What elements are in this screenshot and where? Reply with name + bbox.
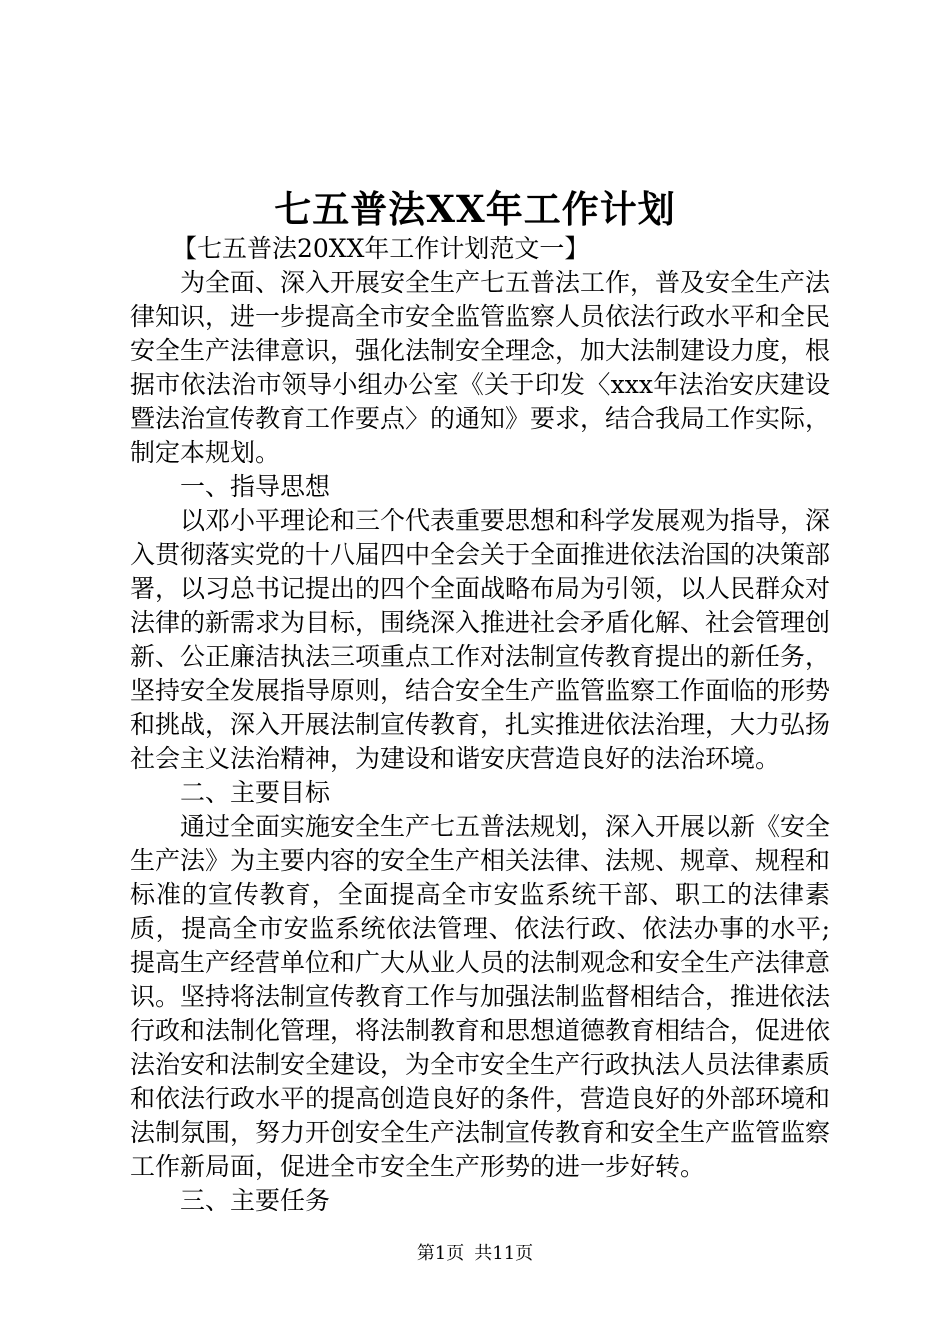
section-tag: 【七五普法20XX年工作计划范文一】 [172, 234, 590, 263]
main-goals-paragraph: 通过全面实施安全生产七五普法规划，深入开展以新《安全生产法》为主要内容的安全生产相关法律、法规、规章、规程和标准的宣传教育，全面提高全市安监系统干部、职工的法律素质，提高全市安监系统依法管理、依法行政、依法办事的水平;提高生产经营单位和广大从业人员的法制观念和安全生产法律意识。坚持将法制宣传教育工作与加强法制监督相结合，推进依法行政和法制化管理，将法制教育和思想道德教育相结合，促进依法治安和法制安全建设，为全市安全生产行政执法人员法律素质和依法行政水平的提高创造良好的条件，营造良好的外部环境和法制氛围，努力开创安全生产法制宣传教育和安全生产监管监察工作新局面，促进全市安全生产形势的进一步好转。 [130, 812, 831, 1181]
document-title: 七五普法XX年工作计划 [274, 187, 676, 231]
section-heading-main-tasks: 三、主要任务 [180, 1186, 331, 1215]
page-number-current: 第1页 [416, 1243, 465, 1264]
guiding-thought-paragraph: 以邓小平理论和三个代表重要思想和科学发展观为指导，深入贯彻落实党的十八届四中全会关于全面推进依法治国的决策部署，以习总书记提出的四个全面战略布局为引领，以人民群众对法律的新需求为目标，围绕深入推进社会矛盾化解、社会管理创新、公正廉洁执法三项重点工作对法制宣传教育提出的新任务，坚持安全发展指导原则，结合安全生产监管监察工作面临的形势和挑战，深入开展法制宣传教育，扎实推进依法治理，大力弘扬社会主义法治精神，为建设和谐安庆营造良好的法治环境。 [130, 506, 831, 773]
section-heading-guiding-thought: 一、指导思想 [180, 472, 331, 501]
page-number-total: 共11页 [474, 1243, 534, 1264]
document-body [130, 232, 830, 1218]
intro-paragraph: 为全面、深入开展安全生产七五普法工作，普及安全生产法律知识，进一步提高全市安全监管监察人员依法行政水平和全民安全生产法律意识，强化法制安全理念，加大法制建设力度，根据市依法治市领导小组办公室《关于印发〈xxx年法治安庆建设暨法治宣传教育工作要点〉的通知》要求，结合我局工作实际，制定本规划。 [130, 268, 831, 467]
page-footer [0, 1242, 950, 1266]
section-heading-main-goals: 二、主要目标 [180, 778, 331, 807]
